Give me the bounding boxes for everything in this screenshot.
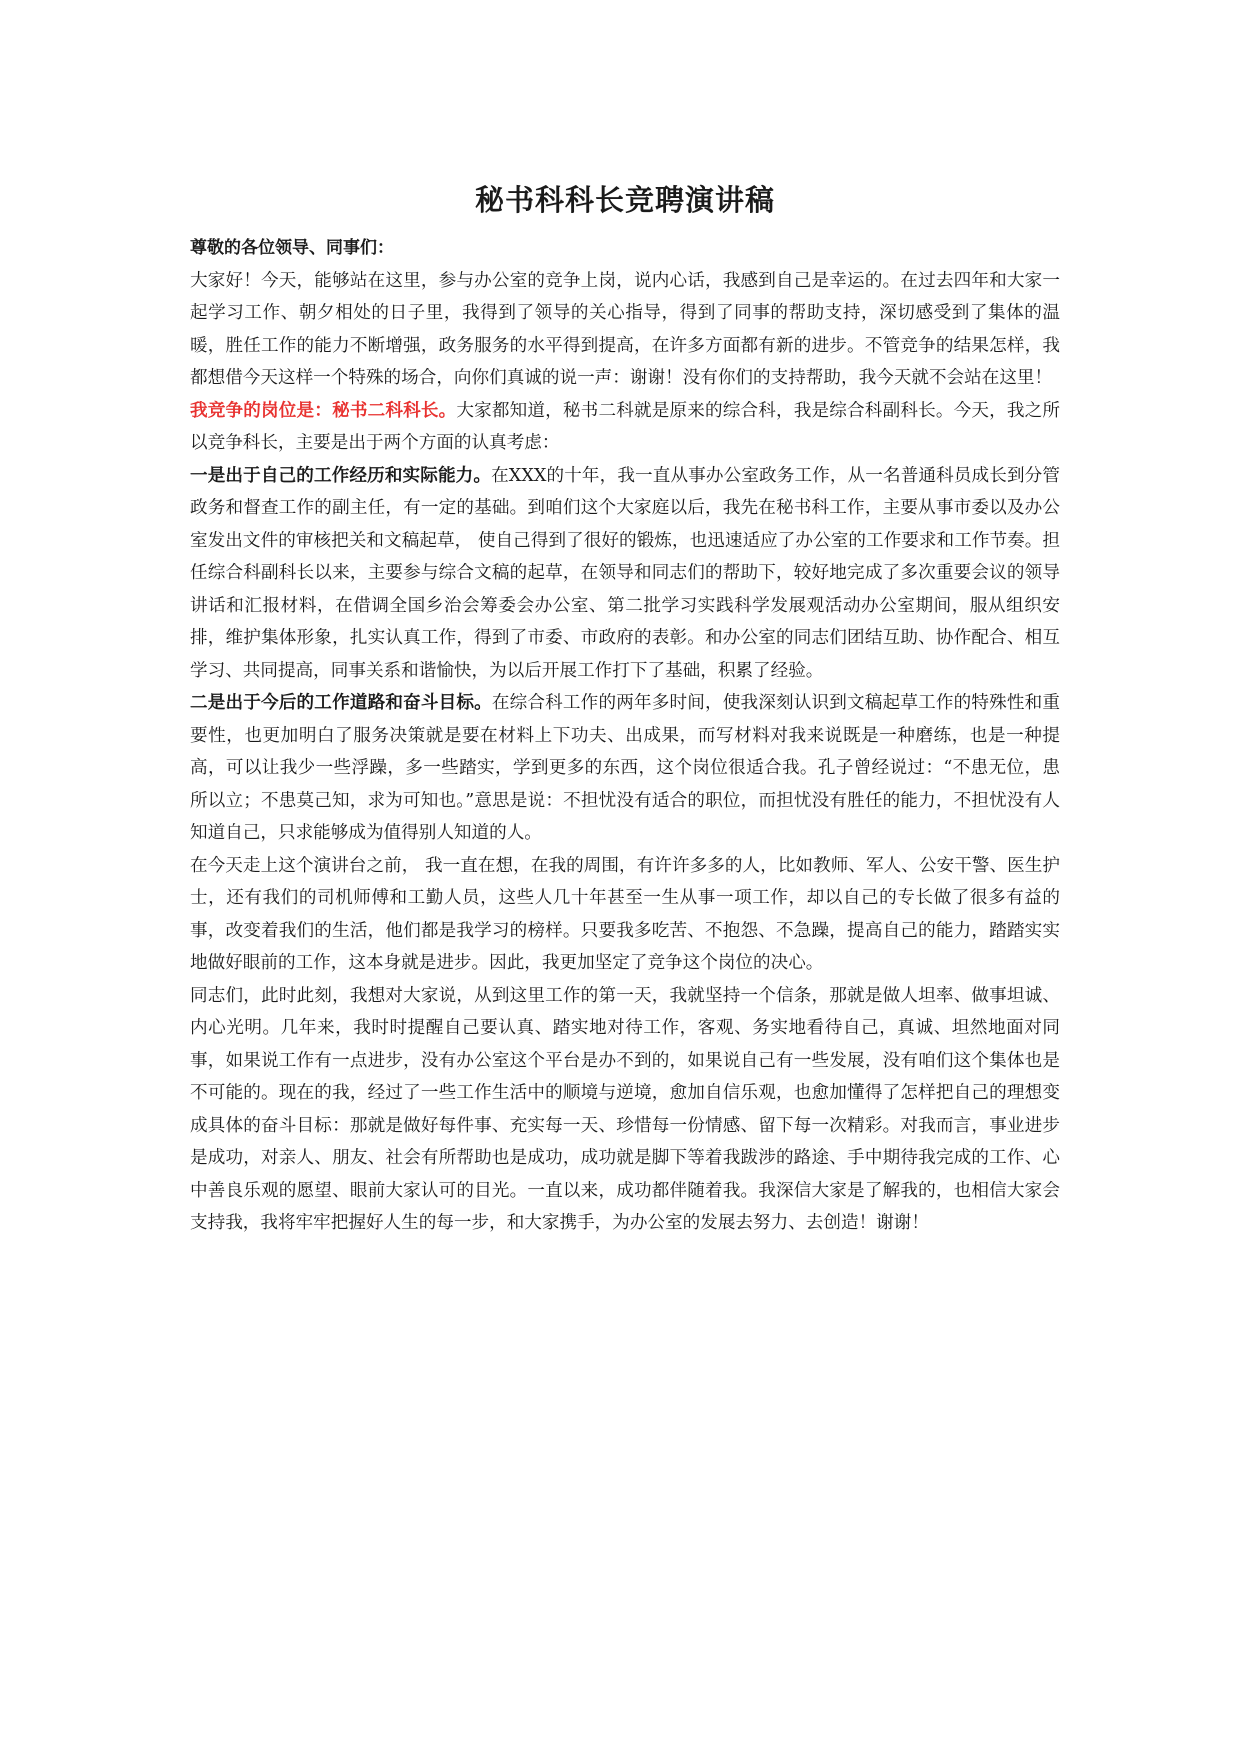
paragraph-reason-two — [190, 687, 1060, 850]
position-lead: 我竞争的岗位是：秘书二科科长。 — [190, 400, 457, 421]
paragraph-greeting — [190, 265, 1060, 395]
paragraph-reason-one — [190, 460, 1060, 688]
paragraph-position — [190, 395, 1060, 460]
salutation: 尊敬的各位领导、同事们： — [190, 238, 394, 258]
paragraph-text: 在综合科工作的两年多时间，使我深刻认识到文稿起草工作的特殊性和重要性，也更加明白了服务决策就是要在材料上下功夫、出成果，而写材料对我来说既是一种磨练，也是一种提高，可以让我少一些浮躁，多一些踏实，学到更多的东西，这个岗位很适合我。孔子曾经说过：“不患无位，患所以立；不患莫己知，求为可知也。”意思是说：不担忧没有适合的职位，而担忧没有胜任的能力，不担忧没有人知道自己，只求能够成为值得别人知道的人。 — [190, 693, 1060, 843]
document-page — [190, 170, 1060, 1240]
paragraph-text: 大家好！今天，能够站在这里，参与办公室的竞争上岗，说内心话，我感到自己是幸运的。在过去四年和大家一起学习工作、朝夕相处的日子里，我得到了领导的关心指导，得到了同事的帮助支持，深切感受到了集体的温暖，胜任工作的能力不断增强，政务服务的水平得到提高，在许多方面都有新的进步。不管竞争的结果怎样，我都想借今天这样一个特殊的场合，向你们真诚的说一声：谢谢！没有你们的支持帮助，我今天就不会站在这里！ — [190, 270, 1060, 388]
paragraph-text: 在XXX的十年，我一直从事办公室政务工作，从一名普通科员成长到分管政务和督查工作的副主任，有一定的基础。到咱们这个大家庭以后，我先在秘书科工作，主要从事市委以及办公室发出文件的审核把关和文稿起草， 使自己得到了很好的锻炼，也迅速适应了办公室的工作要求和工作节奏。担任综合科副科长以来，主要参与综合文稿的起草，在领导和同志们的帮助下，较好地完成了多次重要会议的领导讲话和汇报材料，在借调全国乡治会筹委会办公室、第二批学习实践科学发展观活动办公室期间，服从组织安排，维护集体形象，扎实认真工作，得到了市委、市政府的表彰。和办公室的同志们团结互助、协作配合、相互学习、共同提高，同事关系和谐愉快，为以后开展工作打下了基础，积累了经验。 — [190, 465, 1060, 681]
document-title: 秘书科科长竞聘演讲稿 — [474, 183, 775, 217]
paragraph-closing — [190, 980, 1060, 1240]
paragraph-text: 同志们，此时此刻，我想对大家说，从到这里工作的第一天，我就坚持一个信条，那就是做人坦率、做事坦诚、内心光明。几年来，我时时提醒自己要认真、踏实地对待工作，客观、务实地看待自己，真诚、坦然地面对同事，如果说工作有一点进步，没有办公室这个平台是办不到的，如果说自己有一些发展，没有咱们这个集体也是不可能的。现在的我，经过了一些工作生活中的顺境与逆境，愈加自信乐观，也愈加懂得了怎样把自己的理想变成具体的奋斗目标：那就是做好每件事、充实每一天、珍惜每一份情感、留下每一次精彩。对我而言，事业进步是成功，对亲人、朋友、社会有所帮助也是成功，成功就是脚下等着我跋涉的路途、手中期待我完成的工作、心中善良乐观的愿望、眼前大家认可的目光。一直以来，成功都伴随着我。我深信大家是了解我的，也相信大家会支持我，我将牢牢把握好人生的每一步，和大家携手，为办公室的发展去努力、去创造！谢谢！ — [190, 985, 1060, 1233]
paragraph-text: 大家都知道，秘书二科就是原来的综合科，我是综合科副科长。今天，我之所以竞争科长，主要是出于两个方面的认真考虑： — [190, 400, 1060, 453]
reason-one-lead: 一是出于自己的工作经历和实际能力。 — [190, 465, 492, 486]
paragraph-text: 在今天走上这个演讲台之前， 我一直在想，在我的周围，有许许多多的人，比如教师、军人、公安干警、医生护士，还有我们的司机师傅和工勤人员，这些人几十年甚至一生从事一项工作，却以自己的专长做了很多有益的事，改变着我们的生活，他们都是我学习的榜样。只要我多吃苦、不抱怨、不急躁，提高自己的能力，踏踏实实地做好眼前的工作，这本身就是进步。因此，我更加坚定了竞争这个岗位的决心。 — [190, 855, 1060, 973]
paragraph-reflection — [190, 850, 1060, 980]
reason-two-lead: 二是出于今后的工作道路和奋斗目标。 — [190, 693, 492, 713]
